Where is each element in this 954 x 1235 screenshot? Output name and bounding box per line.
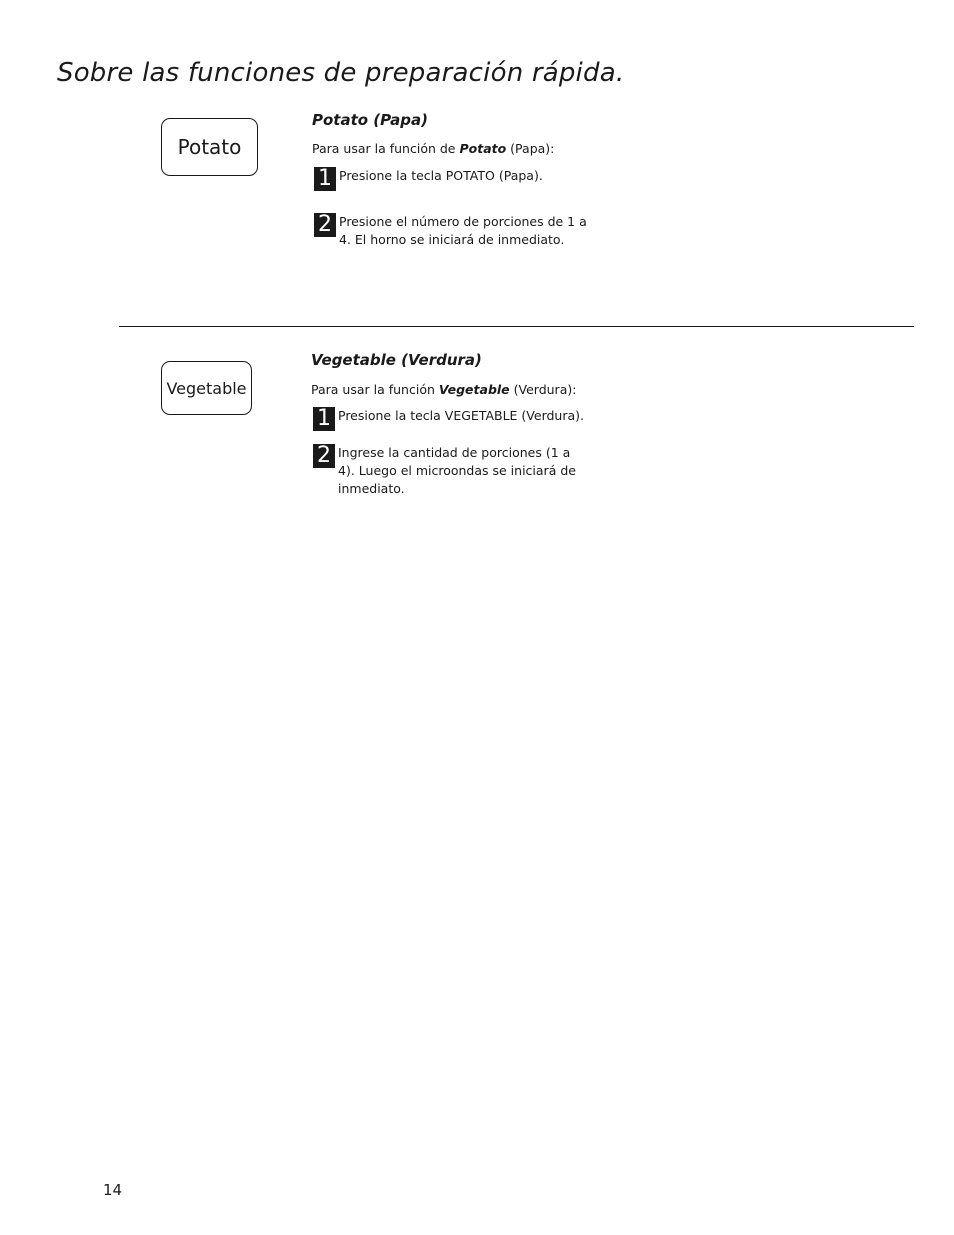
potato-intro-prefix: Para usar la función de — [312, 141, 460, 156]
page-number: 14 — [103, 1181, 123, 1199]
potato-heading: Potato (Papa) — [312, 111, 429, 129]
section-divider — [119, 326, 914, 327]
step-text: Presione el número de porciones de 1 a 4. El horno se iniciará de inmediato. — [339, 214, 587, 247]
potato-step-2 — [314, 213, 591, 249]
vegetable-step-2 — [313, 444, 590, 498]
potato-step-1 — [314, 167, 591, 191]
vegetable-intro-prefix: Para usar la función — [311, 382, 439, 397]
step-number-badge: 1 — [313, 407, 335, 431]
vegetable-intro-suffix: (Verdura): — [509, 382, 577, 397]
vegetable-heading: Vegetable (Verdura) — [311, 351, 482, 369]
vegetable-step-1 — [313, 407, 590, 431]
potato-intro — [312, 141, 554, 156]
potato-intro-bold: Potato — [459, 141, 507, 156]
potato-intro-suffix: (Papa): — [506, 141, 555, 156]
step-text: Presione la tecla POTATO (Papa). — [339, 168, 543, 183]
page-title: Sobre las funciones de preparación rápida. — [57, 58, 625, 88]
step-number-badge: 2 — [313, 444, 335, 468]
potato-key[interactable]: Potato — [161, 118, 258, 176]
step-number-badge: 2 — [314, 213, 336, 237]
vegetable-key[interactable]: Vegetable — [161, 361, 252, 415]
step-text: Ingrese la cantidad de porciones (1 a 4). Luego el microondas se iniciará de inmediato. — [338, 445, 576, 496]
vegetable-intro-bold: Vegetable — [438, 382, 510, 397]
step-text: Presione la tecla VEGETABLE (Verdura). — [338, 408, 585, 423]
step-number-badge: 1 — [314, 167, 336, 191]
vegetable-intro — [311, 382, 576, 397]
